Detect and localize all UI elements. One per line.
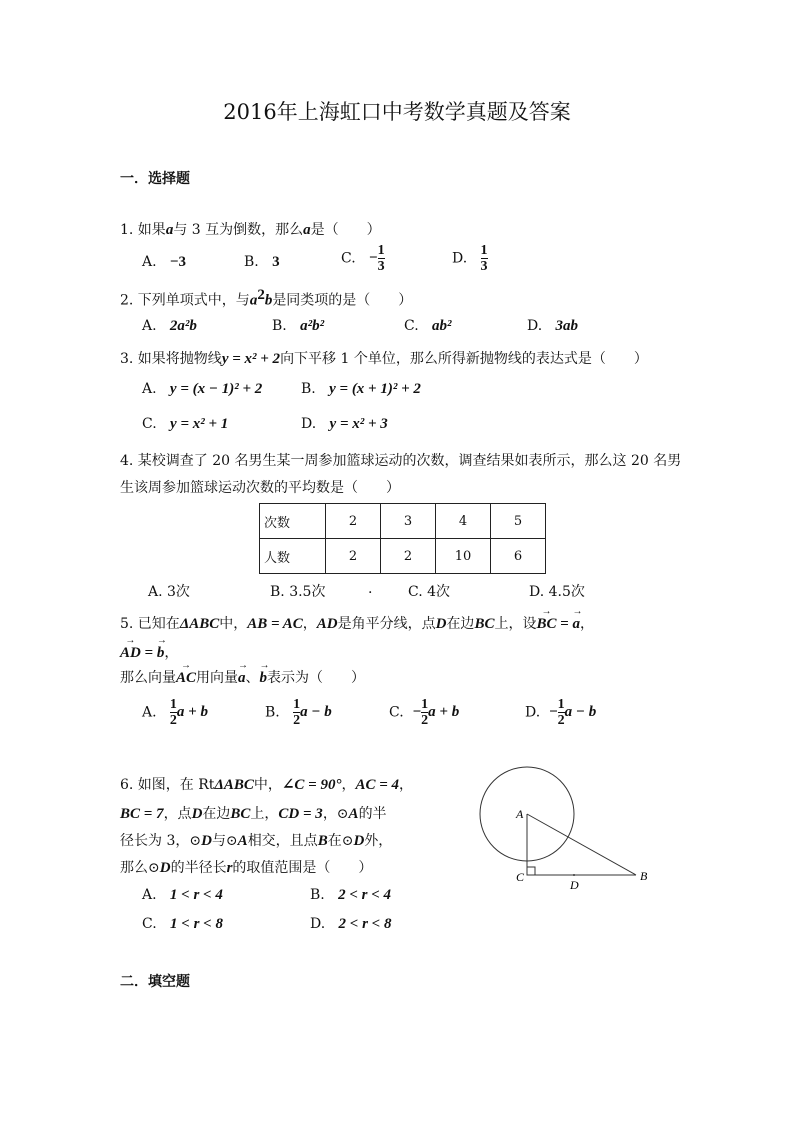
q3-option-b: B. y = (x + 1)² + 2 <box>301 381 421 397</box>
q1-option-b: B. 3 <box>244 254 280 270</box>
question-4-line-2: 生该周参加篮球运动次数的平均数是（ ） <box>120 480 400 496</box>
q6-option-b: B. 2 < r < 4 <box>310 887 392 903</box>
question-6-line-4: 那么⊙D的半径长r的取值范围是（ ） <box>120 860 373 876</box>
question-3: 3. 如果将抛物线y = x² + 2向下平移 1 个单位，那么所得新抛物线的表达式是（ ） <box>120 351 648 367</box>
question-5-line-1: 5. 已知在ΔABC中，AB = AC，AD是角平分线，点D在边BC上，设→ BC = → a， <box>120 613 594 633</box>
question-6-line-2: BC = 7，点D在边BC上，CD = 3，⊙A的半 <box>120 806 387 822</box>
q1-var-2: a <box>303 222 311 238</box>
section-heading-choice: 一．选择题 <box>120 171 190 187</box>
q4-option-d: D. 4.5次 <box>529 584 585 600</box>
label-d: D <box>570 878 579 892</box>
q6-option-d: D. 2 < r < 8 <box>310 916 392 932</box>
q4-option-b: B. 3.5次 <box>270 584 326 600</box>
question-2: 2. 下列单项式中，与$a^2b$是同类项的是（ ） <box>120 287 413 309</box>
q1-option-c: C. − $\frac{1}{3}$ <box>341 243 385 274</box>
label-a: A <box>516 807 524 821</box>
q1-option-d: D. $\frac{1}{3}$ <box>452 243 488 274</box>
q1-var: a <box>165 222 174 238</box>
q5-option-c: C. − $\frac{1}{2}$ a + b <box>389 697 460 728</box>
q1-text-mid: 与 3 互为倒数，那么 <box>173 222 304 238</box>
q5-option-b: B. $\frac{1}{2}$ a − b <box>265 697 332 728</box>
q4-data-table <box>259 503 546 574</box>
question-5-line-2: → AD = → b， <box>120 642 178 662</box>
q2-option-d: D. 3ab <box>527 318 579 334</box>
q2-option-a: A. 2a²b <box>142 318 197 334</box>
q5-option-a: A. $\frac{1}{2}$ a + b <box>142 697 208 728</box>
q3-option-a: A. y = (x − 1)² + 2 <box>142 381 263 397</box>
label-b: B <box>640 869 648 883</box>
q3-option-d: D. y = x² + 3 <box>301 416 388 432</box>
q4-stray-dot: . <box>368 581 373 597</box>
q6-geometry-figure <box>470 760 660 895</box>
page-title: 2016年上海虹口中考数学真题及答案 <box>223 100 571 124</box>
q6-option-a: A. 1 < r < 4 <box>142 887 223 903</box>
q1-text-end: 是（ ） <box>310 222 381 238</box>
q1-text: 1. 如果 <box>120 222 166 238</box>
table-row: 人数 2 2 10 6 <box>260 539 546 574</box>
q2-option-b: B. a²b² <box>272 318 325 334</box>
segment-ab <box>527 814 636 875</box>
q2-option-c: C. ab² <box>404 318 452 334</box>
question-6-line-1: 6. 如图，在 RtΔABC中，∠C = 90°，AC = 4， <box>120 777 414 793</box>
table-row: 次数 2 3 4 5 <box>260 504 546 539</box>
question-6-line-3: 径长为 3，⊙D与⊙A相交，且点B在⊙D外， <box>120 833 393 849</box>
point-d <box>573 874 575 876</box>
section-heading-fill: 二．填空题 <box>120 974 190 990</box>
q5-option-d: D. − $\frac{1}{2}$ a − b <box>525 697 597 728</box>
question-5-line-3: 那么向量→ AC用向量→ a、→ b表示为（ ） <box>120 667 365 687</box>
q1-option-a: A. −3 <box>142 254 186 270</box>
question-4-line-1: 4. 某校调查了 20 名男生某一周参加篮球运动的次数，调查结果如表所示，那么这 20 名男 <box>120 453 682 469</box>
q4-option-a: A. 3次 <box>148 584 190 600</box>
right-angle-mark <box>527 867 535 875</box>
question-1 <box>120 219 381 239</box>
q4-option-c: C. 4次 <box>408 584 451 600</box>
label-c: C <box>516 870 525 884</box>
q3-option-c: C. y = x² + 1 <box>142 416 229 432</box>
q6-option-c: C. 1 < r < 8 <box>142 916 223 932</box>
